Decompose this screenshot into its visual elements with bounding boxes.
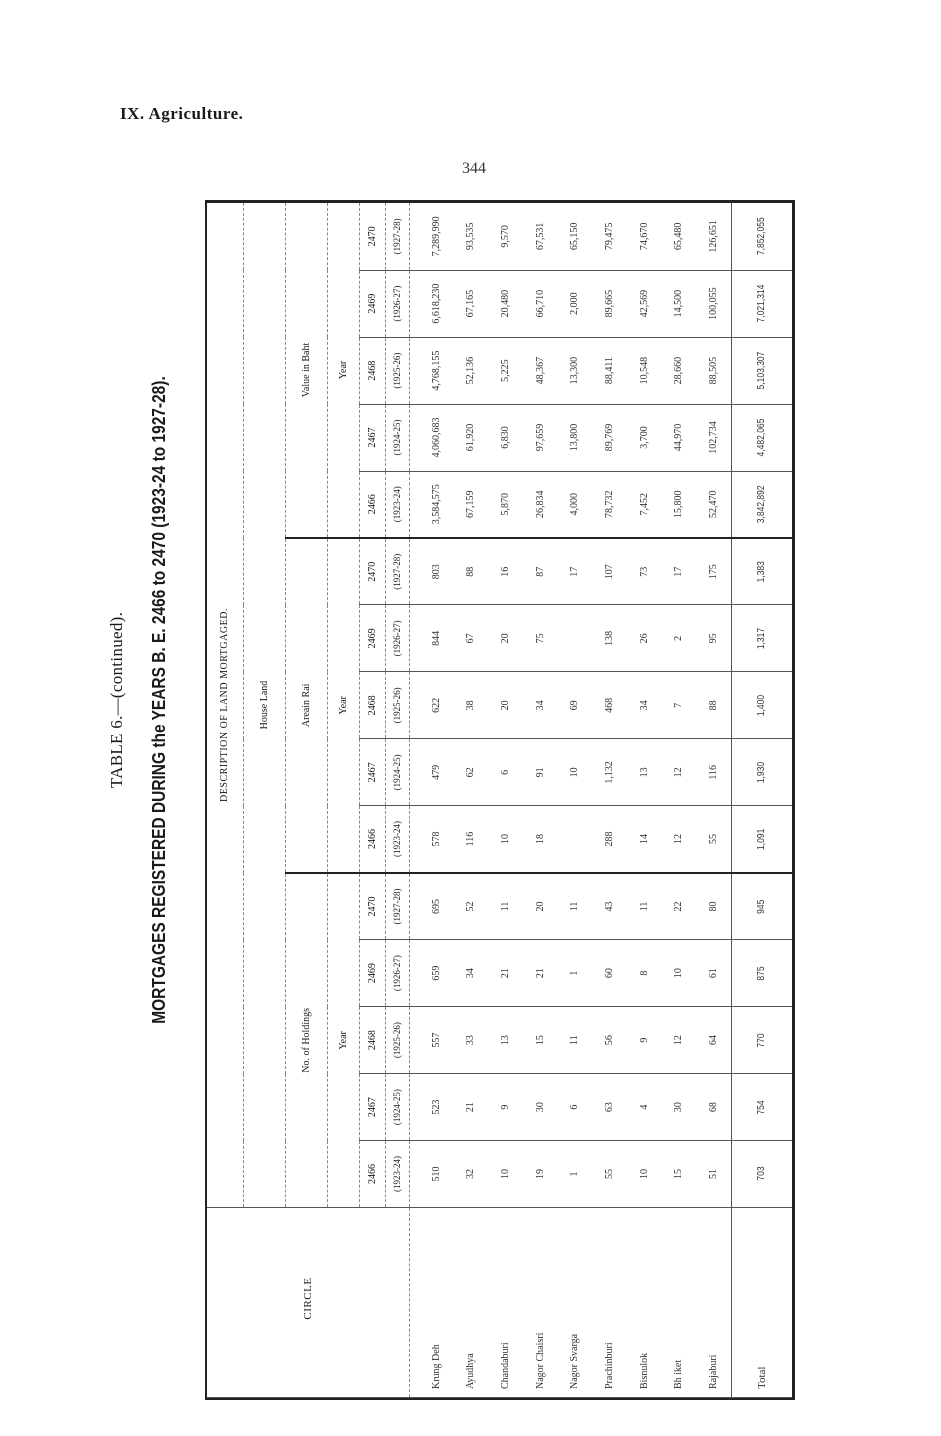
area-cell: 12 — [661, 806, 696, 873]
area-cell: 803 — [419, 538, 454, 605]
area-year-range-4: (1927-28) — [385, 538, 409, 605]
holdings-cell: 8 — [627, 940, 662, 1007]
holdings-cell: 11 — [557, 1007, 592, 1074]
holdings-cell: 10 — [627, 1141, 662, 1208]
area-cell: 62 — [453, 739, 488, 806]
value-cell: 5,225 — [488, 337, 523, 404]
total-area-cell: 1,091 — [731, 811, 792, 868]
circle-name: Nagor Svarga — [557, 1208, 592, 1398]
spacer-row — [409, 203, 419, 1398]
holdings-cell: 61 — [696, 940, 731, 1007]
circle-header: CIRCLE — [207, 1208, 409, 1398]
house-land-header: House Land — [243, 203, 285, 1208]
area-cell: 88 — [696, 672, 731, 739]
area-year-3: 2469 — [359, 605, 385, 672]
holdings-cell: 68 — [696, 1074, 731, 1141]
value-cell: 48,367 — [523, 337, 558, 404]
total-area-cell: 1,317 — [731, 610, 792, 667]
area-cell: 91 — [523, 739, 558, 806]
circle-name: Bisnulok — [627, 1208, 662, 1398]
area-cell: 7 — [661, 672, 696, 739]
value-cell: 42,569 — [627, 270, 662, 337]
value-cell: 7,452 — [627, 471, 662, 538]
value-cell: 10,548 — [627, 337, 662, 404]
value-cell: 5,870 — [488, 471, 523, 538]
holdings-year-range-3: (1926-27) — [385, 940, 409, 1007]
value-year-4: 2470 — [359, 203, 385, 270]
value-year-range-2: (1925-26) — [385, 337, 409, 404]
area-cell: 844 — [419, 605, 454, 672]
value-cell: 4,000 — [557, 471, 592, 538]
value-cell: 67,165 — [453, 270, 488, 337]
table-row — [592, 203, 627, 1398]
holdings-cell: 659 — [419, 940, 454, 1007]
value-cell: 67,531 — [523, 203, 558, 270]
value-cell: 126,651 — [696, 203, 731, 270]
holdings-cell: 695 — [419, 873, 454, 940]
area-cell: 13 — [627, 739, 662, 806]
holdings-cell: 20 — [523, 873, 558, 940]
table-row — [523, 203, 558, 1398]
value-cell: 88,505 — [696, 337, 731, 404]
description-header: DESCRIPTION OF LAND MORTGAGED. — [207, 203, 243, 1208]
holdings-cell: 510 — [419, 1141, 454, 1208]
circle-name: Krung Deh — [419, 1208, 454, 1398]
holdings-year-1: 2467 — [359, 1074, 385, 1141]
area-year-1: 2467 — [359, 739, 385, 806]
area-cell: 34 — [627, 672, 662, 739]
value-year-range-1: (1924-25) — [385, 404, 409, 471]
circle-name: Prachinburi — [592, 1208, 627, 1398]
total-area-cell: 1,383 — [731, 543, 792, 600]
table-row — [419, 203, 454, 1398]
total-area-cell: 1,930 — [731, 744, 792, 801]
holdings-cell: 30 — [523, 1074, 558, 1141]
holdings-cell: 6 — [557, 1074, 592, 1141]
area-cell: 17 — [557, 538, 592, 605]
holdings-cell: 56 — [592, 1007, 627, 1074]
table-row — [453, 203, 488, 1398]
area-cell: 17 — [661, 538, 696, 605]
section-heading: IX. Agriculture. — [120, 104, 244, 123]
holdings-cell: 9 — [627, 1007, 662, 1074]
holdings-year-range-0: (1923-24) — [385, 1141, 409, 1208]
area-cell: 20 — [488, 672, 523, 739]
area-year-range-1: (1924-25) — [385, 739, 409, 806]
value-cell: 100,055 — [696, 270, 731, 337]
total-label: Total — [731, 1208, 792, 1398]
value-cell: 88,411 — [592, 337, 627, 404]
value-cell: 89,665 — [592, 270, 627, 337]
value-cell: 15,800 — [661, 471, 696, 538]
area-cell: 16 — [488, 538, 523, 605]
holdings-cell: 9 — [488, 1074, 523, 1141]
value-cell: 65,150 — [557, 203, 592, 270]
value-cell: 93,535 — [453, 203, 488, 270]
total-value-cell: 5,103,307 — [731, 342, 792, 399]
value-cell: 97,659 — [523, 404, 558, 471]
area-year-range-2: (1925-26) — [385, 672, 409, 739]
holdings-cell: 523 — [419, 1074, 454, 1141]
area-cell: 10 — [557, 739, 592, 806]
circle-name: Chandaburi — [488, 1208, 523, 1398]
circle-name: Nagor Chaisri — [523, 1208, 558, 1398]
holdings-cell: 33 — [453, 1007, 488, 1074]
holdings-cell: 15 — [661, 1141, 696, 1208]
total-holdings-cell: 770 — [731, 1012, 792, 1069]
value-cell: 6,618,230 — [419, 270, 454, 337]
holdings-header: No. of Holdings — [285, 873, 327, 1208]
area-cell: 175 — [696, 538, 731, 605]
total-value-cell: 4,482,065 — [731, 409, 792, 466]
holdings-cell: 1 — [557, 1141, 592, 1208]
circle-name: Bh iket — [661, 1208, 696, 1398]
area-cell: 12 — [661, 739, 696, 806]
area-cell: 578 — [419, 806, 454, 873]
value-cell: 13,300 — [557, 337, 592, 404]
value-cell: 9,570 — [488, 203, 523, 270]
area-cell: 14 — [627, 806, 662, 873]
area-cell: 75 — [523, 605, 558, 672]
value-cell: 20,480 — [488, 270, 523, 337]
area-cell: 622 — [419, 672, 454, 739]
value-cell: 102,734 — [696, 404, 731, 471]
total-holdings-cell: 875 — [731, 945, 792, 1002]
value-cell: 66,710 — [523, 270, 558, 337]
area-cell: 2 — [661, 605, 696, 672]
area-cell: 107 — [592, 538, 627, 605]
value-cell: 3,584,575 — [419, 471, 454, 538]
value-cell: 78,732 — [592, 471, 627, 538]
page-number: 344 — [462, 160, 486, 177]
holdings-cell: 19 — [523, 1141, 558, 1208]
holdings-cell: 43 — [592, 873, 627, 940]
total-holdings-cell: 703 — [731, 1146, 792, 1203]
value-cell: 89,769 — [592, 404, 627, 471]
total-value-cell: 7,852,055 — [731, 208, 792, 265]
holdings-year-3: 2469 — [359, 940, 385, 1007]
value-year-range-3: (1926-27) — [385, 270, 409, 337]
value-cell: 61,920 — [453, 404, 488, 471]
area-cell: 468 — [592, 672, 627, 739]
table-row — [557, 203, 592, 1398]
mortgage-table — [205, 200, 795, 1400]
value-year-1: 2467 — [359, 404, 385, 471]
value-cell: 52,470 — [696, 471, 731, 538]
table-row — [488, 203, 523, 1398]
holdings-cell: 1 — [557, 940, 592, 1007]
holdings-cell: 11 — [557, 873, 592, 940]
table-row — [627, 203, 662, 1398]
area-year-range-0: (1923-24) — [385, 806, 409, 873]
value-year-2: 2468 — [359, 337, 385, 404]
holdings-cell: 30 — [661, 1074, 696, 1141]
value-cell: 44,970 — [661, 404, 696, 471]
area-cell: 116 — [453, 806, 488, 873]
value-cell: 52,136 — [453, 337, 488, 404]
holdings-year-range-4: (1927-28) — [385, 873, 409, 940]
area-header: Areain Rai — [285, 538, 327, 873]
area-cell: 116 — [696, 739, 731, 806]
holdings-cell: 34 — [453, 940, 488, 1007]
total-area-cell: 1,400 — [731, 677, 792, 734]
value-cell: 26,834 — [523, 471, 558, 538]
value-cell: 74,670 — [627, 203, 662, 270]
value-cell: 65,480 — [661, 203, 696, 270]
circle-name: Ayudhya — [453, 1208, 488, 1398]
area-cell: 20 — [488, 605, 523, 672]
area-cell: 479 — [419, 739, 454, 806]
area-cell: 67 — [453, 605, 488, 672]
area-cell: 55 — [696, 806, 731, 873]
value-year-range-0: (1923-24) — [385, 471, 409, 538]
holdings-cell: 10 — [488, 1141, 523, 1208]
value-cell: 13,800 — [557, 404, 592, 471]
holdings-year-range-1: (1924-25) — [385, 1074, 409, 1141]
value-year-label: Year — [327, 203, 359, 538]
value-cell: 2,000 — [557, 270, 592, 337]
holdings-cell: 13 — [488, 1007, 523, 1074]
area-cell: 288 — [592, 806, 627, 873]
holdings-cell: 32 — [453, 1141, 488, 1208]
value-year-0: 2466 — [359, 471, 385, 538]
holdings-cell: 55 — [592, 1141, 627, 1208]
circle-name: Rajaburi — [696, 1208, 731, 1398]
total-row — [731, 203, 792, 1398]
value-cell: 28,660 — [661, 337, 696, 404]
area-year-2: 2468 — [359, 672, 385, 739]
total-value-cell: 3,842,892 — [731, 476, 792, 533]
holdings-cell: 51 — [696, 1141, 731, 1208]
holdings-cell: 21 — [523, 940, 558, 1007]
holdings-year-2: 2468 — [359, 1007, 385, 1074]
holdings-cell: 21 — [488, 940, 523, 1007]
holdings-cell: 15 — [523, 1007, 558, 1074]
value-cell: 6,830 — [488, 404, 523, 471]
holdings-cell: 11 — [488, 873, 523, 940]
value-cell: 67,159 — [453, 471, 488, 538]
area-year-0: 2466 — [359, 806, 385, 873]
area-cell: 26 — [627, 605, 662, 672]
area-cell: 73 — [627, 538, 662, 605]
area-cell: 10 — [488, 806, 523, 873]
holdings-cell: 11 — [627, 873, 662, 940]
area-cell: 6 — [488, 739, 523, 806]
value-cell: 4,060,683 — [419, 404, 454, 471]
value-year-3: 2469 — [359, 270, 385, 337]
mortgage-grid — [207, 203, 792, 1398]
total-holdings-cell: 754 — [731, 1079, 792, 1136]
area-year-range-3: (1926-27) — [385, 605, 409, 672]
holdings-cell: 4 — [627, 1074, 662, 1141]
holdings-year-0: 2466 — [359, 1141, 385, 1208]
value-cell: 3,700 — [627, 404, 662, 471]
table-row — [661, 203, 696, 1398]
area-cell: 88 — [453, 538, 488, 605]
holdings-year-label: Year — [327, 873, 359, 1208]
holdings-cell: 52 — [453, 873, 488, 940]
holdings-cell: 12 — [661, 1007, 696, 1074]
area-year-4: 2470 — [359, 538, 385, 605]
area-cell: 1,132 — [592, 739, 627, 806]
value-cell: 4,768,155 — [419, 337, 454, 404]
value-cell: 14,500 — [661, 270, 696, 337]
value-year-range-4: (1927-28) — [385, 203, 409, 270]
holdings-year-4: 2470 — [359, 873, 385, 940]
rotated-table-area — [107, 200, 807, 1389]
holdings-cell: 80 — [696, 873, 731, 940]
area-cell: 34 — [523, 672, 558, 739]
table-body — [409, 203, 792, 1398]
total-holdings-cell: 945 — [731, 878, 792, 935]
holdings-cell: 10 — [661, 940, 696, 1007]
area-cell: 69 — [557, 672, 592, 739]
area-year-label: Year — [327, 538, 359, 873]
holdings-cell: 64 — [696, 1007, 731, 1074]
area-cell: 95 — [696, 605, 731, 672]
area-cell — [557, 605, 592, 672]
holdings-year-range-2: (1925-26) — [385, 1007, 409, 1074]
table-title: MORTGAGES REGISTERED DURING the YEARS B. E. 2466 to 2470 (1923-24 to 1927-28). — [149, 376, 169, 1024]
area-cell: 87 — [523, 538, 558, 605]
area-cell: 38 — [453, 672, 488, 739]
holdings-cell: 22 — [661, 873, 696, 940]
table-caption: TABLE 6.—(continued). — [107, 611, 126, 789]
value-header: Value in Baht — [285, 203, 327, 538]
area-cell — [557, 806, 592, 873]
holdings-cell: 60 — [592, 940, 627, 1007]
value-cell: 7,289,990 — [419, 203, 454, 270]
holdings-cell: 21 — [453, 1074, 488, 1141]
value-cell: 79,475 — [592, 203, 627, 270]
total-value-cell: 7,021,314 — [731, 275, 792, 332]
holdings-cell: 63 — [592, 1074, 627, 1141]
holdings-cell: 557 — [419, 1007, 454, 1074]
area-cell: 18 — [523, 806, 558, 873]
area-cell: 138 — [592, 605, 627, 672]
table-row — [696, 203, 731, 1398]
